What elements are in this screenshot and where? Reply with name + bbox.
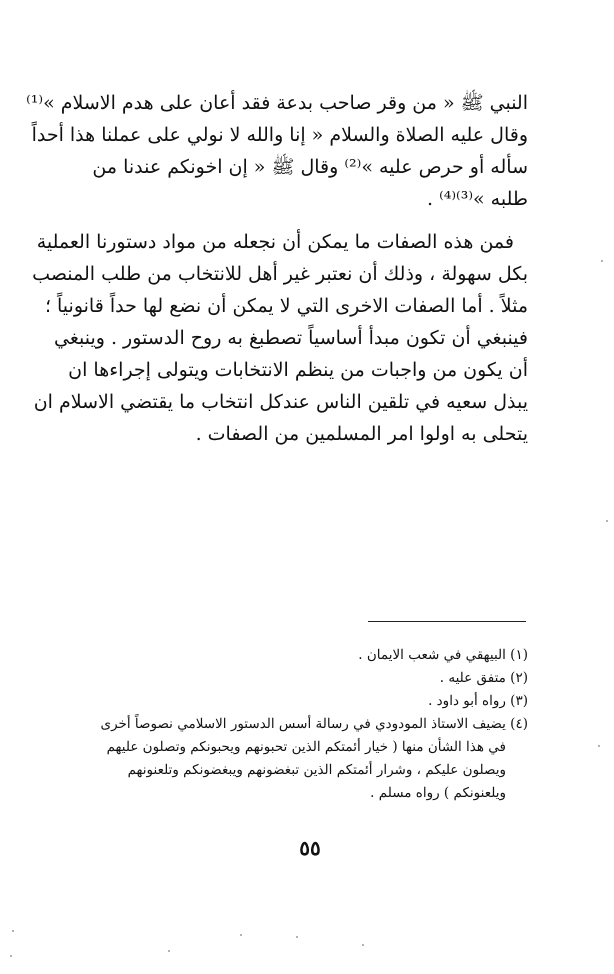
paragraph-2-line: يتحلى به اولوا امر المسلمين من الصفات . [195, 423, 528, 445]
paragraph-2-line: فينبغي أن تكون مبدأ أساسياً تصطبغ به روح الدستور . وينبغي [54, 327, 528, 349]
paragraph-2-line: يبذل سعيه في تلقين الناس عندكل انتخاب ما يقتضي الاسلام ان [33, 391, 528, 413]
scan-speck [601, 260, 603, 262]
scan-speck [240, 934, 242, 936]
scan-speck [10, 955, 12, 957]
footnote-4: (٤) يضيف الاستاذ المودودي في رسالة أسس الدستور الاسلامي نصوصاً أخرى [100, 716, 528, 732]
paragraph-2-line: أن يكون من واجبات من ينظم الانتخابات ويتولى إجراءها ان [68, 359, 528, 381]
footnote-3: (٣) رواه أبو داود . [428, 693, 528, 709]
footnote-2: (٢) متفق عليه . [439, 670, 528, 686]
paragraph-1-line: طلبه »⁽³⁾⁽⁴⁾ . [426, 188, 528, 210]
page-number: ٥٥ [299, 836, 321, 860]
paragraph-1-line: سأله أو حرص عليه »⁽²⁾ وقال ﷺ « إن اخونكم عندنا من [92, 156, 528, 178]
scan-speck [168, 950, 170, 952]
paragraph-1 [26, 88, 528, 216]
paragraph-1-line: وقال عليه الصلاة والسلام « إنا والله لا نولي على عملنا هذا أحداً [31, 124, 528, 146]
scan-speck [598, 745, 600, 747]
footnote-4-continuation: في هذا الشأن منها ( خيار أئمتكم الذين تحبونهم ويحبونكم وتصلون عليهم [106, 739, 506, 755]
scan-speck [362, 944, 364, 946]
paragraph-2-line: فمن هذه الصفات ما يمكن أن نجعله من مواد دستورنا العملية [36, 231, 514, 253]
paragraph-2 [32, 227, 528, 451]
footnotes [88, 644, 528, 805]
footnote-1: (١) البيهقي في شعب الايمان . [358, 647, 528, 663]
footnote-4-continuation: ويصلون عليكم ، وشرار أئمتكم الذين تبغضونهم ويبغضونكم وتلعنونهم [127, 762, 506, 778]
footnote-separator [368, 621, 526, 622]
paragraph-2-line: بكل سهولة ، وذلك أن نعتبر غير أهل للانتخاب من طلب المنصب [32, 263, 528, 285]
scan-speck [296, 936, 298, 938]
footnote-4-continuation: ويلعنونكم ) رواه مسلم . [370, 785, 506, 801]
paragraph-2-line: مثلاً . أما الصفات الاخرى التي لا يمكن أن نضع لها حداً قانونياً ؛ [44, 295, 528, 317]
scan-speck [12, 930, 14, 932]
scan-speck [606, 520, 608, 522]
paragraph-1-line: النبي ﷺ « من وقر صاحب بدعة فقد أعان على هدم الاسلام »⁽¹⁾ [26, 92, 528, 114]
